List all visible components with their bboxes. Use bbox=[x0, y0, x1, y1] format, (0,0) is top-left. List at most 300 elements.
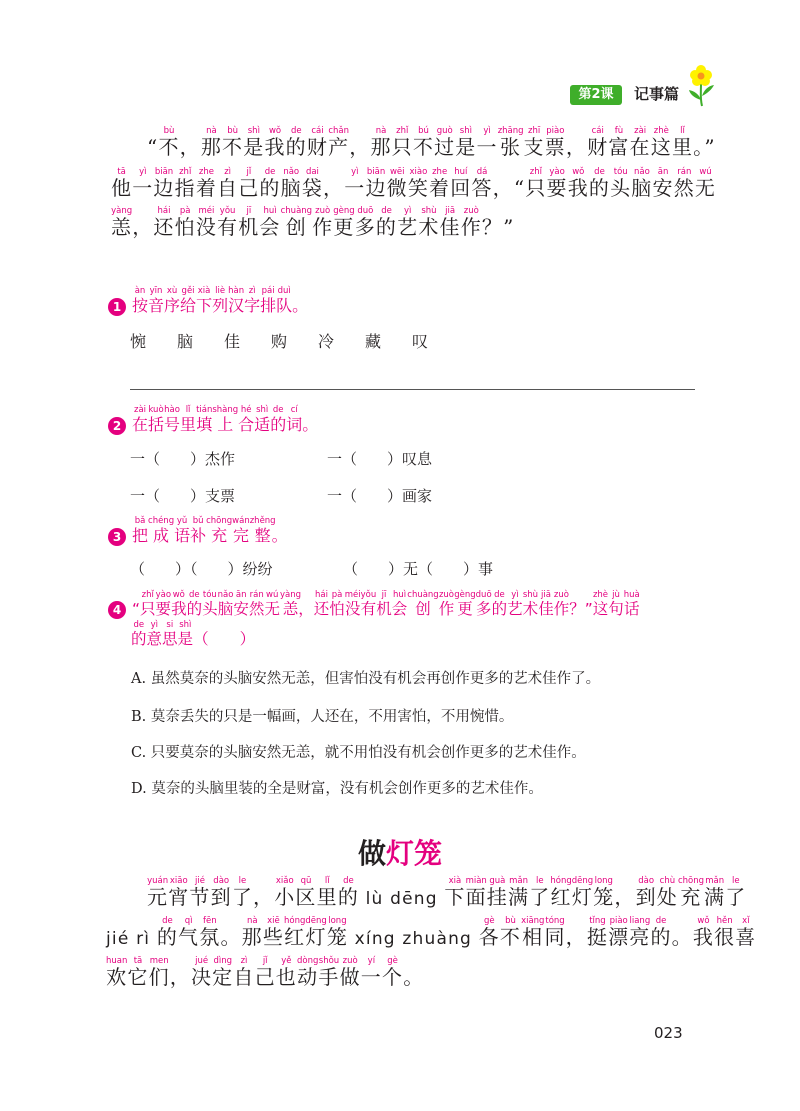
ruby-char: 怕pà bbox=[329, 590, 345, 618]
pinyin: chōng bbox=[678, 876, 705, 886]
question-3-title bbox=[108, 516, 288, 546]
ruby-char: 灯dēng bbox=[571, 876, 594, 909]
ruby-char: 音yīn bbox=[148, 286, 165, 315]
ruby-char: 节jié bbox=[189, 876, 211, 909]
ruby-char: 在zài bbox=[132, 405, 149, 434]
pinyin: duì bbox=[276, 286, 293, 296]
ruby-char: 补bǔ bbox=[190, 516, 207, 545]
ruby-char: 要yào bbox=[155, 590, 172, 618]
text-segment: ？” bbox=[569, 600, 593, 618]
ruby-char: 术shù bbox=[522, 590, 539, 618]
pinyin: yí bbox=[360, 956, 382, 966]
pinyin: mǎn bbox=[704, 876, 726, 886]
pinyin: bǔ bbox=[190, 516, 207, 526]
pinyin: guà bbox=[486, 876, 508, 886]
text-segment: ， bbox=[323, 176, 345, 200]
character-item: 冷 bbox=[318, 332, 335, 351]
pinyin: chǎn bbox=[328, 126, 350, 136]
pinyin: yì bbox=[344, 167, 366, 177]
pinyin: de bbox=[337, 876, 360, 886]
ruby-char: 创chuàng bbox=[280, 206, 313, 239]
pinyin: biān bbox=[365, 167, 387, 177]
pinyin: pà bbox=[329, 590, 345, 600]
pinyin: bù bbox=[158, 126, 180, 136]
story-line-2 bbox=[106, 916, 757, 950]
pinyin: de bbox=[491, 590, 508, 600]
ruby-char: 红hóng bbox=[550, 876, 572, 909]
ruby-char: 处chù bbox=[656, 876, 678, 909]
pinyin: zhǐ bbox=[140, 590, 156, 600]
ruby-char: 我wǒ bbox=[567, 167, 589, 200]
pinyin: tǐng bbox=[586, 916, 609, 926]
pinyin: tóu bbox=[610, 167, 632, 177]
ruby-char: 个gè bbox=[381, 956, 404, 989]
ruby-char: 答dá bbox=[471, 167, 493, 200]
ruby-char: 这zhè bbox=[592, 590, 609, 618]
ruby-char: 下xià bbox=[196, 286, 213, 315]
pinyin: hóng bbox=[284, 916, 306, 926]
flower-icon bbox=[686, 62, 716, 108]
pinyin: chéng bbox=[148, 516, 175, 526]
ruby-char: 财cái bbox=[587, 126, 609, 159]
pinyin: de bbox=[285, 126, 307, 136]
ruby-char: 产chǎn bbox=[328, 126, 350, 159]
pinyin: dào bbox=[210, 876, 232, 886]
ruby-char: 然rán bbox=[248, 590, 265, 618]
pinyin: long bbox=[326, 916, 349, 926]
pinyin: wǒ bbox=[692, 916, 715, 926]
pinyin: yào bbox=[546, 167, 568, 177]
fill-blank-item: 一（ ）叹息 bbox=[327, 450, 433, 468]
ruby-char: 小xiǎo bbox=[274, 876, 296, 909]
ruby-char: 排pái bbox=[260, 286, 277, 315]
pinyin: jié bbox=[189, 876, 211, 886]
ruby-char: 也yě bbox=[275, 956, 297, 989]
ruby-char: 微wēi bbox=[386, 167, 408, 200]
ruby-char: 作zuò bbox=[553, 590, 570, 618]
ruby-char: 更gèng bbox=[333, 206, 355, 239]
pinyin: huà bbox=[623, 590, 640, 600]
ruby-char: 只zhǐ bbox=[525, 167, 547, 200]
ruby-char: 头tóu bbox=[610, 167, 632, 200]
ruby-char: 有yǒu bbox=[360, 590, 377, 618]
pinyin: zhǐ bbox=[174, 167, 196, 177]
character-item: 脑 bbox=[177, 332, 194, 351]
ruby-char: 然rán bbox=[673, 167, 695, 200]
question-4-number: 4 bbox=[108, 601, 126, 619]
ruby-char: 满mǎn bbox=[704, 876, 726, 909]
ruby-char: 话huà bbox=[623, 590, 640, 618]
ruby-char: 着zhe bbox=[195, 167, 218, 200]
pinyin: gèng bbox=[454, 590, 476, 600]
pinyin: méi bbox=[195, 206, 217, 216]
pinyin: xià bbox=[196, 286, 213, 296]
pinyin: dìng bbox=[212, 956, 234, 966]
pinyin: dai bbox=[301, 167, 324, 177]
ruby-char: 不bù bbox=[158, 126, 180, 159]
pinyin: nǎo bbox=[631, 167, 653, 177]
pinyin: jiā bbox=[538, 590, 554, 600]
ruby-char: 己jǐ bbox=[254, 956, 276, 989]
text-segment: 。 bbox=[292, 296, 309, 315]
pinyin: zhǐ bbox=[525, 167, 547, 177]
pinyin: gěi bbox=[180, 286, 197, 296]
pinyin: qū bbox=[295, 876, 317, 886]
text-segment: “ bbox=[147, 135, 159, 159]
ruby-char: 氛fēn bbox=[199, 916, 221, 949]
pinyin: cí bbox=[286, 405, 303, 415]
question-2-text bbox=[132, 405, 319, 434]
ruby-char: 作zuò bbox=[460, 206, 482, 239]
pinyin: zhe bbox=[429, 167, 451, 177]
ruby-char: 里lǐ bbox=[180, 405, 197, 434]
pinyin: nà bbox=[200, 126, 223, 136]
ruby-char: 按àn bbox=[132, 286, 149, 315]
ruby-char: 列liè bbox=[212, 286, 229, 315]
pinyin: biān bbox=[153, 167, 175, 177]
pinyin: tā bbox=[127, 956, 149, 966]
pinyin: rán bbox=[248, 590, 265, 600]
ruby-char: 怕pà bbox=[174, 206, 196, 239]
ruby-char: 满mǎn bbox=[508, 876, 530, 909]
ruby-char: 多duō bbox=[475, 590, 492, 618]
pinyin: wú bbox=[264, 590, 280, 600]
ruby-char: 边biān bbox=[153, 167, 175, 200]
pinyin: ān bbox=[233, 590, 249, 600]
ruby-char: 字zì bbox=[244, 286, 261, 315]
pinyin: bù bbox=[499, 916, 522, 926]
pinyin: nǎo bbox=[217, 590, 234, 600]
ruby-char: 他tā bbox=[111, 167, 133, 200]
text-segment: xíng zhuàng bbox=[348, 929, 479, 949]
ruby-char: 里lǐ bbox=[316, 876, 338, 909]
pinyin: chuàng bbox=[407, 590, 439, 600]
pinyin: wǒ bbox=[171, 590, 187, 600]
pinyin: jī bbox=[238, 206, 260, 216]
ruby-char: 脑nǎo bbox=[217, 590, 234, 618]
pinyin: yì bbox=[397, 206, 419, 216]
ruby-char: 到dào bbox=[635, 876, 657, 909]
ruby-char: 适shì bbox=[254, 405, 271, 434]
pinyin: yì bbox=[507, 590, 523, 600]
question-3-text bbox=[132, 516, 288, 545]
ruby-char: 完wán bbox=[232, 516, 250, 545]
story-title bbox=[0, 832, 800, 872]
ruby-char: 序xù bbox=[164, 286, 181, 315]
pinyin: wēi bbox=[386, 167, 408, 177]
ruby-char: 没méi bbox=[195, 206, 218, 239]
pinyin: long bbox=[593, 876, 615, 886]
text-segment: ， bbox=[565, 135, 588, 159]
pinyin: yì bbox=[146, 620, 163, 630]
pinyin: fēn bbox=[199, 916, 221, 926]
text-segment: （ ） bbox=[193, 630, 256, 648]
ruby-char: 那nà bbox=[200, 126, 223, 159]
question-1-text bbox=[132, 286, 309, 315]
ruby-char: 艺yì bbox=[397, 206, 419, 239]
ruby-char: 了le bbox=[725, 876, 747, 909]
ruby-char: 着zhe bbox=[429, 167, 451, 200]
ruby-char: 意yì bbox=[146, 620, 163, 648]
ruby-char: 佳jiā bbox=[538, 590, 554, 618]
ruby-char: 不bù bbox=[499, 916, 522, 949]
ruby-char: 会huì bbox=[391, 590, 408, 618]
story-line-3 bbox=[106, 956, 424, 990]
ruby-char: 自zì bbox=[217, 167, 239, 200]
ruby-char: 不bú bbox=[412, 126, 435, 159]
text-segment: jié rì bbox=[106, 929, 157, 949]
ruby-char: 支zhī bbox=[523, 126, 545, 159]
question-4-title bbox=[108, 590, 640, 619]
pinyin: dēng bbox=[571, 876, 594, 886]
ruby-char: 元yuán bbox=[147, 876, 169, 909]
answer-line bbox=[130, 389, 695, 390]
pinyin: de bbox=[186, 590, 203, 600]
ruby-char: 张zhāng bbox=[497, 126, 524, 159]
text-segment: ， bbox=[565, 925, 587, 949]
pinyin: le bbox=[529, 876, 551, 886]
pinyin: qì bbox=[178, 916, 200, 926]
pinyin: gèng bbox=[333, 206, 355, 216]
question-2-number: 2 bbox=[108, 417, 126, 435]
pinyin: zhe bbox=[195, 167, 217, 177]
ruby-char: 无wú bbox=[694, 167, 717, 200]
ruby-char: 一yì bbox=[476, 126, 498, 159]
ruby-char: 语yǔ bbox=[174, 516, 191, 545]
ruby-char: 队duì bbox=[276, 286, 293, 315]
ruby-char: 是shì bbox=[455, 126, 477, 159]
ruby-char: 机jī bbox=[376, 590, 392, 618]
pinyin: huì bbox=[391, 590, 408, 600]
pinyin: jué bbox=[190, 956, 213, 966]
option-c: C. 只要莫奈的头脑安然无恙，就不用怕没有机会创作更多的艺术佳作。 bbox=[131, 745, 586, 761]
pinyin: de bbox=[650, 916, 672, 926]
ruby-char: 填tián bbox=[196, 405, 213, 434]
ruby-char: 们men bbox=[148, 956, 170, 989]
pinyin: zì bbox=[233, 956, 255, 966]
pinyin: de bbox=[588, 167, 611, 177]
ruby-char: 袋dai bbox=[301, 167, 324, 200]
pinyin: kuò bbox=[148, 405, 165, 415]
ruby-char: 上shàng bbox=[212, 405, 239, 434]
ruby-char: 我wǒ bbox=[171, 590, 187, 618]
ruby-char: 挂guà bbox=[486, 876, 508, 909]
question-2-title bbox=[108, 405, 318, 435]
pinyin: shì bbox=[254, 405, 271, 415]
ruby-char: 边biān bbox=[365, 167, 387, 200]
pinyin: shì bbox=[177, 620, 194, 630]
question-3-number: 3 bbox=[108, 528, 126, 546]
pinyin: de bbox=[156, 916, 179, 926]
pinyin: tián bbox=[196, 405, 213, 415]
option-a: A. 虽然莫奈的头脑安然无恙，但害怕没有机会再创作更多的艺术佳作了。 bbox=[131, 671, 601, 687]
ruby-char: 句jù bbox=[608, 590, 624, 618]
ruby-char: 的de bbox=[270, 405, 287, 434]
pinyin: wǒ bbox=[264, 126, 286, 136]
ruby-char: 思si bbox=[162, 620, 178, 648]
ruby-char: 术shù bbox=[418, 206, 440, 239]
ruby-char: 是shì bbox=[243, 126, 265, 159]
ruby-char: 成chéng bbox=[148, 516, 175, 545]
ruby-char: 了le bbox=[231, 876, 254, 909]
pinyin: yǒu bbox=[360, 590, 377, 600]
story-title-part-1: 做 bbox=[357, 837, 386, 870]
pinyin: men bbox=[148, 956, 170, 966]
pinyin: xiāo bbox=[168, 876, 190, 886]
pinyin: duō bbox=[475, 590, 492, 600]
ruby-char: 还hái bbox=[313, 590, 330, 618]
ruby-char: 笼long bbox=[326, 916, 349, 949]
pinyin: piào bbox=[608, 916, 630, 926]
ruby-char: 不bù bbox=[222, 126, 244, 159]
ruby-char: 的de bbox=[285, 126, 307, 159]
pinyin: jī bbox=[376, 590, 392, 600]
lesson-badge: 第2课 bbox=[570, 85, 622, 105]
pinyin: shǒu bbox=[318, 956, 340, 966]
ruby-char: 在zài bbox=[629, 126, 651, 159]
pinyin: yì bbox=[476, 126, 498, 136]
pinyin: lǐ bbox=[180, 405, 197, 415]
passage-line-2 bbox=[111, 167, 716, 201]
ruby-char: 喜xǐ bbox=[735, 916, 757, 949]
pinyin: zhè bbox=[592, 590, 609, 600]
character-list bbox=[130, 329, 459, 352]
ruby-char: 的de bbox=[131, 620, 147, 648]
text-segment: 。 bbox=[220, 925, 242, 949]
idiom-item: （ ）无（ ）事 bbox=[343, 560, 494, 578]
pinyin: dá bbox=[471, 167, 493, 177]
ruby-char: 脑nǎo bbox=[280, 167, 302, 200]
pinyin: mǎn bbox=[508, 876, 530, 886]
question-1-title bbox=[108, 286, 308, 316]
pinyin: tóng bbox=[544, 916, 566, 926]
ruby-char: 多duō bbox=[354, 206, 376, 239]
pinyin: de bbox=[131, 620, 147, 630]
story-title-part-2: 灯笼 bbox=[386, 837, 443, 870]
text-segment: ， bbox=[349, 135, 371, 159]
ruby-char: 面miàn bbox=[465, 876, 487, 909]
pinyin: yì bbox=[132, 167, 154, 177]
pinyin: cái bbox=[587, 126, 609, 136]
ruby-char: 的de bbox=[156, 916, 179, 949]
pinyin: nà bbox=[370, 126, 392, 136]
ruby-char: 做zuò bbox=[339, 956, 361, 989]
ruby-char: 号hào bbox=[164, 405, 181, 434]
pinyin: guò bbox=[434, 126, 456, 136]
pinyin: dòng bbox=[296, 956, 319, 966]
pinyin: yuán bbox=[147, 876, 169, 886]
pinyin: hàn bbox=[228, 286, 245, 296]
question-4-text-line-1 bbox=[132, 590, 640, 618]
text-segment: lù dēng bbox=[359, 889, 445, 909]
ruby-char: 区qū bbox=[295, 876, 317, 909]
pinyin: shì bbox=[455, 126, 477, 136]
ruby-char: 安ān bbox=[652, 167, 674, 200]
idiom-item: （ ）（ ）纷纷 bbox=[130, 560, 273, 578]
text-segment: ， bbox=[614, 885, 636, 909]
text-segment: ，“ bbox=[492, 176, 526, 200]
pinyin: wán bbox=[232, 516, 250, 526]
ruby-char: 头tóu bbox=[202, 590, 218, 618]
pinyin: shì bbox=[243, 126, 265, 136]
ruby-char: 会huì bbox=[259, 206, 281, 239]
pinyin: wú bbox=[694, 167, 717, 177]
pinyin: gè bbox=[381, 956, 404, 966]
character-item: 购 bbox=[271, 332, 288, 351]
text-segment: ， bbox=[169, 965, 191, 989]
ruby-char: 的de bbox=[588, 167, 611, 200]
pinyin: yīn bbox=[148, 286, 165, 296]
pinyin: nǎo bbox=[280, 167, 302, 177]
pinyin: zài bbox=[132, 405, 149, 415]
pinyin: duō bbox=[354, 206, 376, 216]
pinyin: zuò bbox=[460, 206, 482, 216]
pinyin: yào bbox=[155, 590, 172, 600]
fill-blank-item: 一（ ）杰作 bbox=[130, 450, 236, 468]
ruby-char: 还hái bbox=[153, 206, 175, 239]
ruby-char: 的de bbox=[337, 876, 360, 909]
ruby-char: 机jī bbox=[238, 206, 260, 239]
pinyin: jǐ bbox=[254, 956, 276, 966]
ruby-char: 一yí bbox=[360, 956, 382, 989]
ruby-char: 漂piào bbox=[608, 916, 630, 949]
ruby-char: 我wǒ bbox=[692, 916, 715, 949]
ruby-char: 的de bbox=[375, 206, 398, 239]
ruby-char: 笼long bbox=[593, 876, 615, 909]
ruby-char: 整zhěng bbox=[249, 516, 276, 545]
ruby-char: 我wǒ bbox=[264, 126, 286, 159]
pinyin: yǒu bbox=[217, 206, 239, 216]
pinyin: àn bbox=[132, 286, 149, 296]
ruby-char: 佳jiā bbox=[439, 206, 461, 239]
pinyin: xià bbox=[444, 876, 466, 886]
ruby-char: 的de bbox=[259, 167, 281, 200]
pinyin: chù bbox=[656, 876, 678, 886]
ruby-char: 很hěn bbox=[714, 916, 736, 949]
ruby-char: 给gěi bbox=[180, 286, 197, 315]
pinyin: cái bbox=[306, 126, 329, 136]
ruby-char: 自zì bbox=[233, 956, 255, 989]
story-line-1 bbox=[147, 876, 746, 910]
ruby-char: 创chuàng bbox=[407, 590, 439, 618]
pinyin: bú bbox=[412, 126, 435, 136]
pinyin: zì bbox=[244, 286, 261, 296]
ruby-char: 己jǐ bbox=[238, 167, 260, 200]
pinyin: zhī bbox=[523, 126, 545, 136]
pinyin: zuò bbox=[339, 956, 361, 966]
pinyin: hěn bbox=[714, 916, 736, 926]
pinyin: xǐ bbox=[735, 916, 757, 926]
ruby-char: 回huí bbox=[450, 167, 472, 200]
pinyin: jǐ bbox=[238, 167, 260, 177]
pinyin: bù bbox=[222, 126, 244, 136]
pinyin: hóng bbox=[550, 876, 572, 886]
pinyin: hái bbox=[313, 590, 330, 600]
pinyin: xiào bbox=[407, 167, 430, 177]
ruby-char: 只zhǐ bbox=[391, 126, 413, 159]
pinyin: lǐ bbox=[316, 876, 338, 886]
pinyin: zhè bbox=[650, 126, 672, 136]
ruby-char: 了le bbox=[529, 876, 551, 909]
ruby-char: 合hé bbox=[238, 405, 255, 434]
pinyin: pà bbox=[174, 206, 196, 216]
pinyin: zhāng bbox=[497, 126, 524, 136]
ruby-char: 各gè bbox=[478, 916, 500, 949]
ruby-char: 一yì bbox=[132, 167, 154, 200]
text-segment: 。 bbox=[403, 965, 425, 989]
pinyin: si bbox=[162, 620, 178, 630]
pinyin: dào bbox=[635, 876, 657, 886]
